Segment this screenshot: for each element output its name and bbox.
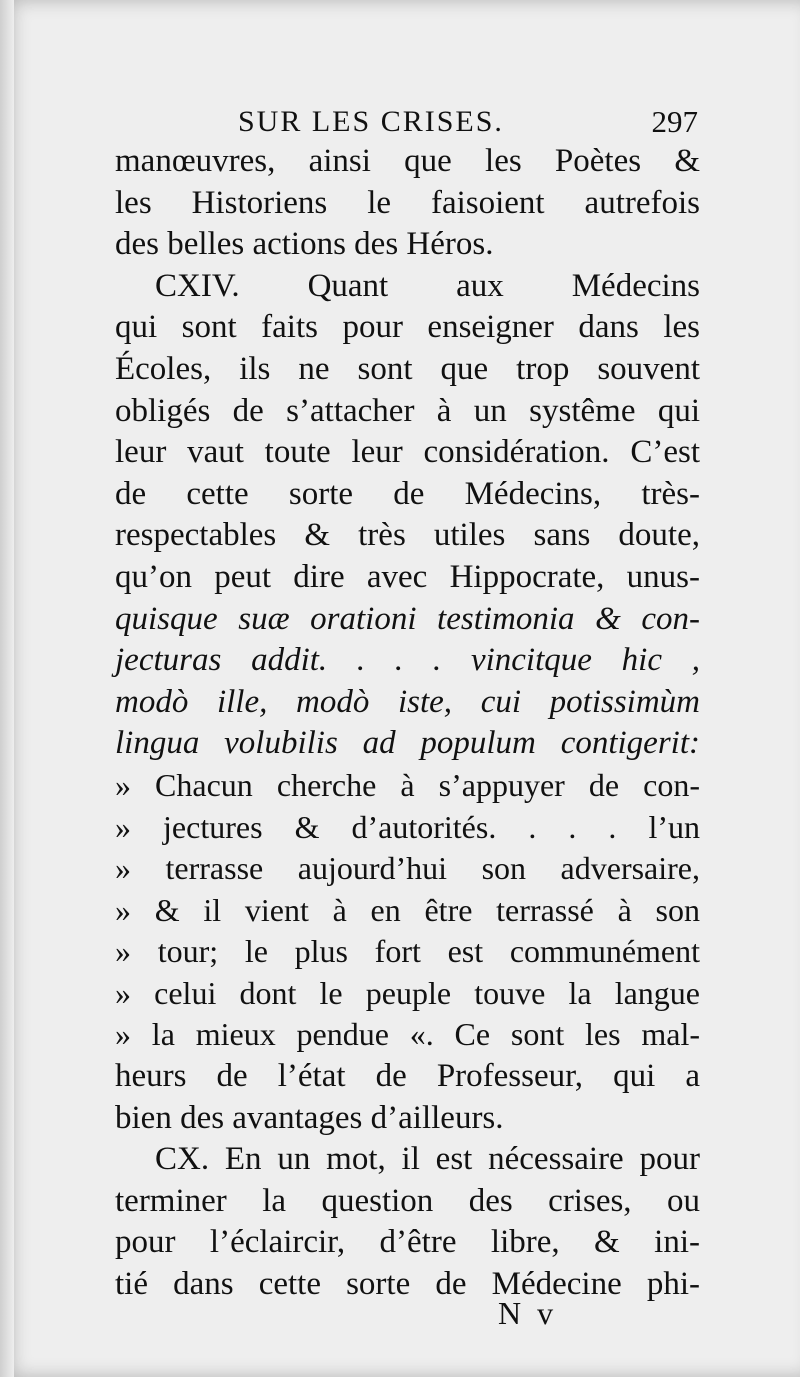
text-line: » & il vient à en être terrassé à son — [115, 891, 700, 928]
text-line: tié dans cette sorte de Médecine phi- — [115, 1266, 700, 1303]
text-line: respectables & très utiles sans doute, — [115, 517, 700, 554]
text-line: » Chacun cherche à s’appuyer de con- — [115, 766, 700, 803]
page-number: 297 — [651, 104, 698, 139]
text-line: les Historiens le faisoient autrefois — [115, 184, 700, 221]
page-gutter — [0, 0, 14, 1377]
text-line: » la mieux pendue «. Ce sont les mal- — [115, 1016, 700, 1053]
text-line: qu’on peut dire avec Hippocrate, unus- — [115, 558, 700, 595]
text-line: » jectures & d’autorités. . . . l’un — [115, 808, 700, 845]
text-line: des belles actions des Héros. — [115, 226, 494, 263]
text-line: Écoles, ils ne sont que trop souvent — [115, 350, 700, 387]
text-line: CX. En un mot, il est nécessaire pour — [155, 1141, 700, 1178]
text-line: leur vaut toute leur considération. C’est — [115, 434, 700, 471]
text-line: de cette sorte de Médecins, très- — [115, 475, 700, 512]
text-line: obligés de s’attacher à un systême qui — [115, 392, 700, 429]
text-line: modò ille, modò iste, cui potissimùm — [115, 683, 700, 720]
text-line: CXIV. Quant aux Médecins — [155, 267, 700, 304]
running-title: SUR LES CRISES. — [238, 105, 504, 138]
text-line: pour l’éclaircir, d’être libre, & ini- — [115, 1224, 700, 1261]
text-line: manœuvres, ainsi que les Poètes & — [115, 143, 700, 179]
text-line: jecturas addit. . . . vincitque hic , — [115, 642, 700, 679]
text-line: heurs de l’état de Professeur, qui a — [115, 1058, 700, 1095]
body-text — [115, 141, 700, 1306]
text-line: bien des avantages d’ailleurs. — [115, 1099, 504, 1136]
text-line: » terrasse aujourd’hui son adversaire, — [115, 850, 700, 887]
text-line: qui sont faits pour enseigner dans les — [115, 309, 700, 346]
text-line: quisque suæ orationi testimonia & con- — [115, 600, 700, 637]
text-line: terminer la question des crises, ou — [115, 1182, 700, 1219]
page-header — [238, 104, 698, 140]
text-line: » tour; le plus fort est communément — [115, 933, 700, 970]
printer-signature-mark: N v — [498, 1295, 558, 1331]
text-line: » celui dont le peuple touve la langue — [115, 974, 700, 1011]
text-line: lingua volubilis ad populum contigerit: — [115, 725, 700, 762]
